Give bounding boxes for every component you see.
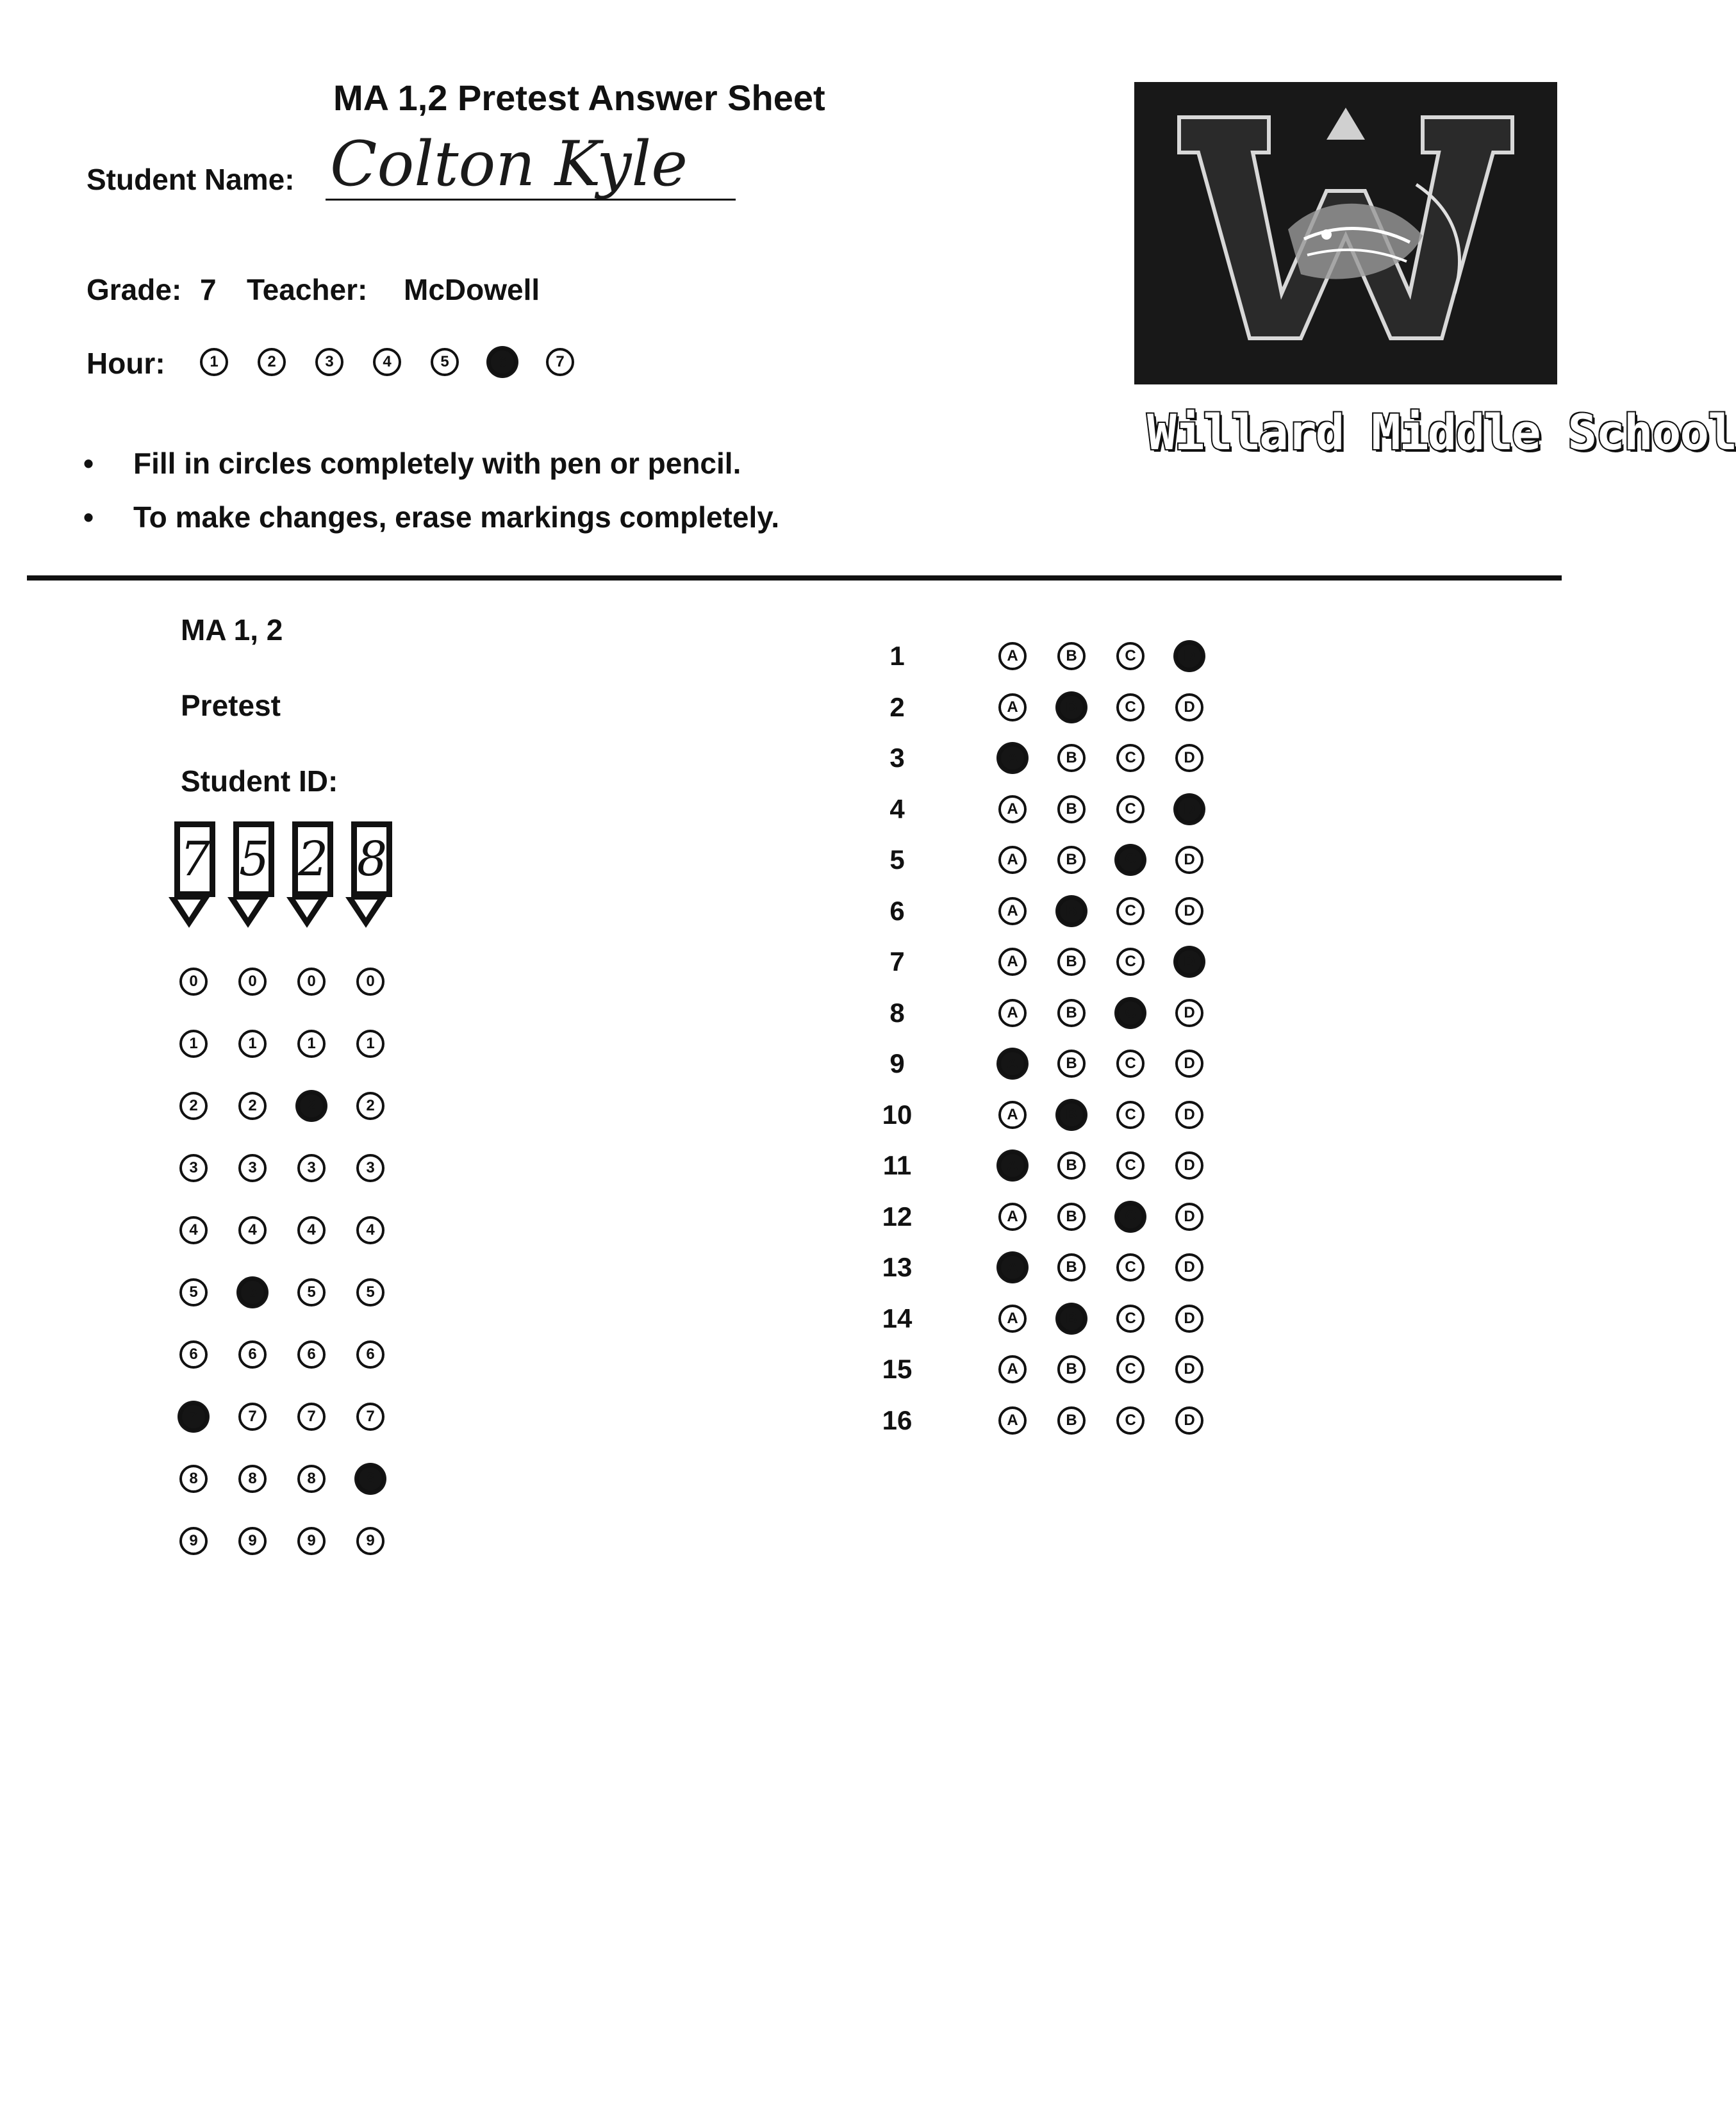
student-id-bubble[interactable]: 6 — [297, 1340, 326, 1369]
answer-bubble-d[interactable]: D — [1175, 897, 1203, 925]
bullet-icon: • — [83, 500, 94, 534]
student-id-bubble[interactable]: 7 — [356, 1403, 384, 1431]
student-id-bubble[interactable]: 8 — [179, 1465, 208, 1493]
answer-bubble-b[interactable]: B — [1057, 1355, 1086, 1383]
instruction-item — [83, 500, 780, 534]
student-id-bubble[interactable]: 5 — [238, 1278, 267, 1306]
student-id-bubble[interactable]: 5 — [297, 1278, 326, 1306]
answer-bubble-c[interactable]: C — [1116, 795, 1145, 823]
down-arrow-inner-icon — [178, 900, 201, 918]
answer-bubble-a[interactable]: A — [998, 1355, 1027, 1383]
answer-bubble-a[interactable]: A — [998, 948, 1027, 976]
question-number: 6 — [889, 895, 905, 926]
question-number: 13 — [882, 1252, 913, 1282]
answer-bubble-d[interactable]: D — [1175, 1355, 1203, 1383]
teacher-label: Teacher: — [247, 273, 368, 306]
question-number: 4 — [889, 793, 905, 824]
student-id-bubble[interactable]: 9 — [356, 1527, 384, 1555]
student-id-bubble[interactable]: 1 — [297, 1030, 326, 1058]
student-id-bubble[interactable]: 2 — [238, 1092, 267, 1120]
student-id-bubble[interactable]: 5 — [179, 1278, 208, 1306]
student-id-bubble[interactable]: 4 — [356, 1216, 384, 1244]
question-number: 1 — [889, 641, 905, 671]
answer-bubble-b[interactable]: B — [1057, 1151, 1086, 1180]
student-id-bubble[interactable]: 5 — [356, 1278, 384, 1306]
student-id-bubble[interactable]: 3 — [297, 1154, 326, 1182]
student-name-value[interactable]: Colton Kyle — [330, 128, 688, 200]
down-arrow-inner-icon — [295, 900, 318, 918]
down-arrow-inner-icon — [354, 900, 377, 918]
answer-bubble-d[interactable]: D — [1175, 1101, 1203, 1129]
student-id-digit-box[interactable] — [351, 821, 392, 897]
question-number: 3 — [889, 743, 905, 773]
answer-bubble-c[interactable]: C — [1116, 642, 1145, 670]
answer-bubble-a[interactable]: A — [998, 1253, 1027, 1281]
answer-bubble-a[interactable]: A — [998, 897, 1027, 925]
answer-bubble-d[interactable]: D — [1175, 948, 1203, 976]
answer-bubble-d[interactable]: D — [1175, 1151, 1203, 1180]
page-title: MA 1,2 Pretest Answer Sheet — [333, 78, 825, 118]
student-id-bubble[interactable]: 6 — [179, 1340, 208, 1369]
answer-bubble-d[interactable]: D — [1175, 1203, 1203, 1231]
teacher-value: McDowell — [404, 273, 540, 306]
answer-bubble-c[interactable]: C — [1116, 897, 1145, 925]
student-id-bubble[interactable]: 1 — [238, 1030, 267, 1058]
answer-bubble-d[interactable]: D — [1175, 1253, 1203, 1281]
student-id-bubble[interactable]: 7 — [179, 1403, 208, 1431]
answer-bubble-c[interactable]: C — [1116, 1253, 1145, 1281]
answer-bubble-b[interactable]: B — [1057, 1101, 1086, 1129]
student-id-bubble[interactable]: 6 — [356, 1340, 384, 1369]
answer-bubble-d[interactable]: D — [1175, 744, 1203, 772]
student-id-bubble[interactable]: 9 — [238, 1527, 267, 1555]
student-id-digit: 7 — [180, 832, 211, 887]
question-number: 9 — [889, 1048, 905, 1078]
student-id-bubble[interactable]: 0 — [238, 968, 267, 996]
answer-bubble-b[interactable]: B — [1057, 846, 1086, 874]
instruction-text: Fill in circles completely with pen or pencil. — [133, 447, 741, 480]
student-id-bubble[interactable]: 0 — [297, 968, 326, 996]
student-id-bubble[interactable]: 0 — [356, 968, 384, 996]
answer-bubble-a[interactable]: A — [998, 1151, 1027, 1180]
answer-bubble-d[interactable]: D — [1175, 1050, 1203, 1078]
answer-bubble-d[interactable]: D — [1175, 693, 1203, 721]
answer-bubble-b[interactable]: B — [1057, 1203, 1086, 1231]
question-number: 14 — [882, 1303, 913, 1333]
down-arrow-inner-icon — [236, 900, 260, 918]
student-id-bubble[interactable]: 3 — [238, 1154, 267, 1182]
student-id-bubble[interactable]: 7 — [297, 1403, 326, 1431]
answer-bubble-c[interactable]: C — [1116, 948, 1145, 976]
student-id-bubble[interactable]: 2 — [356, 1092, 384, 1120]
student-id-bubble[interactable]: 7 — [238, 1403, 267, 1431]
question-number: 10 — [882, 1099, 913, 1130]
answer-bubble-d[interactable]: D — [1175, 642, 1203, 670]
student-id-digit-box[interactable] — [174, 821, 215, 897]
answer-bubble-a[interactable]: A — [998, 1305, 1027, 1333]
student-id-bubble[interactable]: 8 — [297, 1465, 326, 1493]
answer-bubble-a[interactable]: A — [998, 1406, 1027, 1435]
answer-bubble-d[interactable]: D — [1175, 999, 1203, 1027]
student-id-digit: 5 — [239, 832, 270, 887]
answer-bubble-c[interactable]: C — [1116, 1050, 1145, 1078]
grade-label: Grade: — [87, 273, 182, 306]
question-number: 8 — [889, 997, 905, 1028]
student-id-bubble[interactable]: 3 — [356, 1154, 384, 1182]
answer-bubble-b[interactable]: B — [1057, 1305, 1086, 1333]
answer-bubble-a[interactable]: A — [998, 1101, 1027, 1129]
student-id-bubble[interactable]: 4 — [238, 1216, 267, 1244]
answer-bubble-c[interactable]: C — [1116, 693, 1145, 721]
hour-bubble[interactable]: 7 — [546, 348, 574, 376]
question-number: 5 — [889, 845, 905, 875]
answer-bubble-b[interactable]: B — [1057, 948, 1086, 976]
student-id-bubble[interactable]: 9 — [297, 1527, 326, 1555]
answer-bubble-b[interactable]: B — [1057, 642, 1086, 670]
student-id-bubble[interactable]: 4 — [297, 1216, 326, 1244]
student-id-digit-box[interactable] — [292, 821, 333, 897]
section-divider — [27, 575, 1562, 581]
answer-bubble-b[interactable]: B — [1057, 1253, 1086, 1281]
answer-bubble-b[interactable]: B — [1057, 897, 1086, 925]
course-label: MA 1, 2 — [181, 613, 283, 647]
answer-bubble-c[interactable]: C — [1116, 1406, 1145, 1435]
question-number: 2 — [889, 691, 905, 722]
answer-bubble-c[interactable]: C — [1116, 1203, 1145, 1231]
student-id-label: Student ID: — [181, 764, 338, 798]
answer-bubble-a[interactable]: A — [998, 744, 1027, 772]
hour-label: Hour: — [87, 347, 165, 380]
question-number: 11 — [882, 1150, 912, 1180]
answer-bubble-c[interactable]: C — [1116, 846, 1145, 874]
answer-bubble-b[interactable]: B — [1057, 693, 1086, 721]
answer-bubble-b[interactable]: B — [1057, 1406, 1086, 1435]
student-id-digit-box[interactable] — [233, 821, 274, 897]
hour-bubble[interactable]: 6 — [488, 348, 517, 376]
student-id-bubble[interactable]: 9 — [179, 1527, 208, 1555]
school-logo — [1134, 82, 1557, 384]
student-id-bubble[interactable]: 0 — [179, 968, 208, 996]
answer-bubble-c[interactable]: C — [1116, 1151, 1145, 1180]
student-id-bubble[interactable]: 2 — [297, 1092, 326, 1120]
student-id-digit: 2 — [298, 832, 329, 887]
answer-bubble-a[interactable]: A — [998, 693, 1027, 721]
grade-value: 7 — [200, 273, 217, 306]
answer-bubble-c[interactable]: C — [1116, 1355, 1145, 1383]
answer-bubble-b[interactable]: B — [1057, 795, 1086, 823]
answer-bubble-d[interactable]: D — [1175, 1406, 1203, 1435]
hour-bubble[interactable]: 2 — [258, 348, 286, 376]
answer-bubble-d[interactable]: D — [1175, 795, 1203, 823]
question-number: 15 — [882, 1354, 913, 1384]
student-name-label: Student Name: — [87, 163, 295, 196]
question-number: 12 — [882, 1201, 913, 1232]
question-number: 7 — [889, 946, 905, 976]
student-name-underline — [326, 199, 736, 201]
hour-bubble[interactable]: 5 — [431, 348, 459, 376]
answer-bubble-a[interactable]: A — [998, 642, 1027, 670]
answer-bubble-c[interactable]: C — [1116, 1305, 1145, 1333]
student-id-bubble[interactable]: 8 — [356, 1465, 384, 1493]
answer-bubble-b[interactable]: B — [1057, 1050, 1086, 1078]
answer-bubble-b[interactable]: B — [1057, 999, 1086, 1027]
answer-bubble-d[interactable]: D — [1175, 846, 1203, 874]
question-number: 16 — [882, 1405, 913, 1435]
instruction-item — [83, 446, 741, 481]
answer-bubble-b[interactable]: B — [1057, 744, 1086, 772]
answer-bubble-a[interactable]: A — [998, 1050, 1027, 1078]
answer-bubble-a[interactable]: A — [998, 999, 1027, 1027]
student-id-bubble[interactable]: 1 — [356, 1030, 384, 1058]
student-id-bubble[interactable]: 4 — [179, 1216, 208, 1244]
answer-bubble-d[interactable]: D — [1175, 1305, 1203, 1333]
answer-bubble-a[interactable]: A — [998, 795, 1027, 823]
student-id-bubble[interactable]: 1 — [179, 1030, 208, 1058]
student-id-digit: 8 — [357, 832, 388, 887]
student-id-bubble[interactable]: 8 — [238, 1465, 267, 1493]
test-label: Pretest — [181, 689, 281, 722]
answer-bubble-c[interactable]: C — [1116, 744, 1145, 772]
wildcat-w-logo-icon — [1134, 82, 1557, 384]
school-name-wordmark: Willard Middle School — [1147, 404, 1736, 461]
student-id-bubble[interactable]: 3 — [179, 1154, 208, 1182]
hour-bubble[interactable]: 1 — [200, 348, 228, 376]
answer-bubble-c[interactable]: C — [1116, 999, 1145, 1027]
answer-bubble-a[interactable]: A — [998, 846, 1027, 874]
hour-bubble[interactable]: 3 — [315, 348, 343, 376]
answer-bubble-a[interactable]: A — [998, 1203, 1027, 1231]
bullet-icon: • — [83, 447, 94, 480]
student-id-bubble[interactable]: 6 — [238, 1340, 267, 1369]
student-id-bubble[interactable]: 2 — [179, 1092, 208, 1120]
answer-bubble-c[interactable]: C — [1116, 1101, 1145, 1129]
hour-bubble[interactable]: 4 — [373, 348, 401, 376]
instruction-text: To make changes, erase markings completely. — [133, 500, 780, 534]
